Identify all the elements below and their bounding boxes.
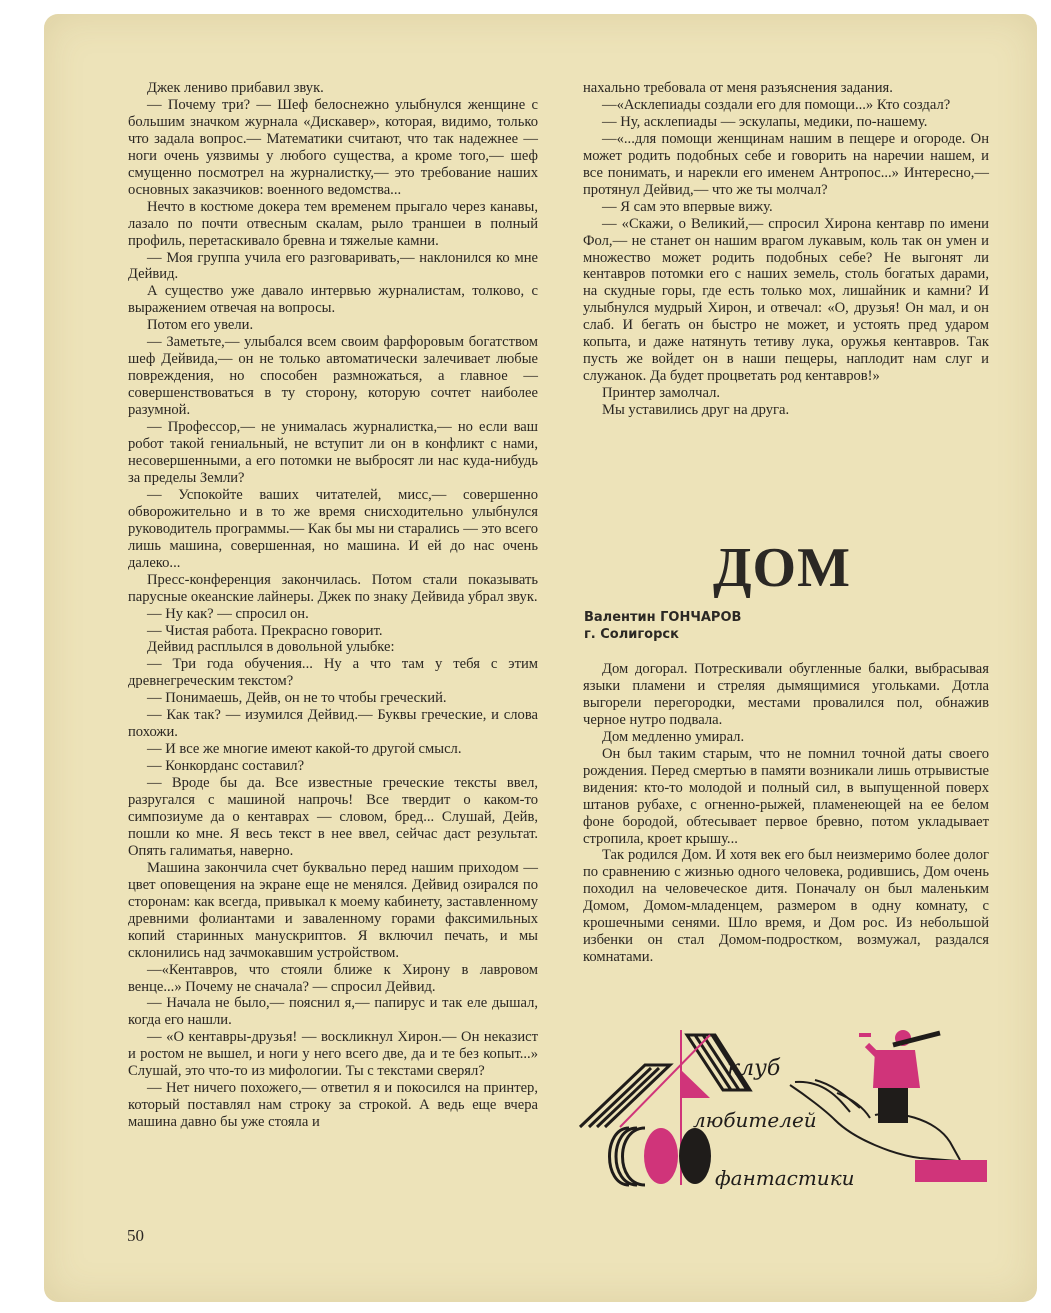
- paragraph: Так родился Дом. И хотя век его был неизмеримо более долог по сравнению с жизнью одного человека, родившись, Дом очень походил на человеческое дитя. Поначалу он был маленьким Домом, Домом-младенцем, размером в одну комнату, с крошечными сенями. Шло время, и Дом рос. Из небольшой избенки он стал Домом-подростком, возмужал, раздался комнатами.: [583, 847, 989, 966]
- paragraph: Потом его увели.: [147, 317, 254, 334]
- paragraph: — И все же многие имеют какой-то другой смысл.: [147, 741, 462, 758]
- byline: [584, 609, 741, 643]
- page-number: 50: [127, 1226, 144, 1245]
- paragraph: — Нет ничего похожего,— ответил я и покосился на принтер, который поставлял нам строку за строкой. А ведь еще вчера машина давно бы уже стояла и: [128, 1080, 538, 1131]
- paragraph: — Ну, асклепиады — эскулапы, медики, по-нашему.: [602, 113, 928, 130]
- paragraph: Принтер замолчал.: [602, 385, 720, 402]
- paragraph: — Конкорданс составил?: [147, 758, 305, 775]
- paragraph: Дейвид расплылся в довольной улыбке:: [147, 639, 395, 656]
- paragraph: Джек лениво прибавил звук.: [147, 80, 324, 96]
- man-figure-icon: [859, 1030, 940, 1123]
- paragraph: Мы уставились друг на друга.: [602, 402, 790, 419]
- story-body: [583, 661, 989, 966]
- paragraph: — Я сам это впервые вижу.: [602, 198, 773, 215]
- paragraph: нахально требовала от меня разъяснения задания.: [583, 80, 893, 96]
- paragraph: —«...для помощи женщинам нашим в пещере и огороде. Он может родить подобных себе и говорить на наречии нашем, и все понимать, и нарекли его именем Антропос...» Интересно,— протянул Дейвид,— что же ты молчал?: [583, 130, 989, 198]
- author-city: г. Солигорск: [584, 627, 679, 642]
- paragraph: Пресс-конференция закончилась. Потом стали показывать парусные океанские лайнеры. Джек по знаку Дейвида убрал звук.: [128, 571, 538, 605]
- paragraph: — Начала не было,— пояснил я,— папирус и так еле дышал, когда его нашли.: [128, 995, 538, 1029]
- paragraph: — Вроде бы да. Все известные греческие тексты ввел, разругался с машиной напрочь! Все твердит о каком-то симпозиуме да о кентаврах — словом, бред... Слушай, Дейв, пошли ко мне. Я весь текст в нее ввел, сейчас даст результат. Опять галиматья, наверно.: [128, 775, 538, 859]
- paragraph: А существо уже давало интервью журналистам, толково, с выражением отвечая на вопросы.: [128, 283, 538, 317]
- logo-word-fantasy: фантастики: [715, 1166, 855, 1190]
- paragraph: Он был таким старым, что не помнил точной даты своего рождения. Перед смертью в памяти возникали лишь отрывистые видения: кто-то молодой и полный сил, в выпущенной поверх штанов рубахе, с огненно-рыжей, пламенеющей на ее белом фоне бородой, обтесывает первое бревно, потом укладывает стропила, кроет крышу...: [583, 745, 989, 847]
- paragraph: — Три года обучения... Ну а что там у тебя с этим древнегреческим текстом?: [128, 656, 538, 690]
- paragraph: — Ну как? — спросил он.: [147, 605, 309, 622]
- paragraph: — Заметьте,— улыбался всем своим фарфоровым богатством шеф Дейвида,— он не только автоматически залечивает любые повреждения, но способен размножаться, а главное — совершенствоваться в ту сторону, которую сочтет наиболее разумной.: [128, 334, 538, 419]
- paragraph: — Как так? — изумился Дейвид.— Буквы греческие, и слова похожи.: [128, 707, 538, 741]
- right-column-continuation: [583, 80, 989, 419]
- paragraph: — Почему три? — Шеф белоснежно улыбнулся женщине с большим значком журнала «Дискавер», которая, видимо, только что задала вопрос.— Математики считают, что так надежнее — ноги очень уязвимы у любого существа, а кроме того,— шеф смущенно посмотрел на журналистку,— это требование наших основных заказчиков: военного ведомства...: [128, 96, 538, 198]
- paragraph: — «Скажи, о Великий,— спросил Хирона кентавр по имени Фол,— не станет он нашим врагом лукавым, коль так он умен и множество может родить подобных себе? Не выгонят ли кентавров потомки его с наших земель, столь богатых дарами, на скудные горы, где есть только мох, лишайник и камни? И улыбнулся мудрый Хирон, и отвечал: «О, друзья! Он мал, и он слаб. И бегать он быстро не может, и устоять пред ударом копыта, и даже натянуть тетиву лука, оружья кентавров. Так пусть же войдет он в наши пещеры, наплодит нам слуг и служанок. Да будет процветать род кентавров!»: [583, 215, 989, 385]
- left-column: [128, 80, 538, 1131]
- paragraph: —«Кентавров, что стояли ближе к Хирону в лавровом венце...» Почему не сначала? — спросил Дейвид.: [128, 961, 538, 995]
- paragraph: — Профессор,— не унималась журналистка,— но если ваш робот такой гениальный, не вступит ли он в конфликт с нами, несовершенными, а его потомки не выбросят ли нас куда-нибудь за пределы Земли?: [128, 419, 538, 486]
- pink-triangle-icon: [681, 1070, 710, 1098]
- paragraph: —«Асклепиады создали его для помощи...» Кто создал?: [602, 96, 951, 113]
- paragraph: — Чистая работа. Прекрасно говорит.: [147, 622, 383, 639]
- sleeve-cuff-icon: [915, 1160, 987, 1182]
- logo-word-lovers: любителей: [693, 1108, 817, 1132]
- club-logo-illustration: [575, 1010, 995, 1230]
- paragraph: Нечто в костюме докера тем временем прыгало через канавы, лазало по почти отвесным скалам, рыло траншеи в полный профиль, перетаскивало бревна и тяжелые камни.: [128, 198, 538, 249]
- paragraph: Дом медленно умирал.: [602, 728, 745, 745]
- paragraph: Машина закончила счет буквально перед нашим приходом — цвет оповещения на экране еще не менялся. Дейвид озирался по сторонам: как всегда, привыкал к моему кабинету, заставленному древними фолиантами и заваленному горами факсимильных копий старинных манускриптов. Я включил печать, и мы склонились над зачмокавшим устройством.: [128, 859, 538, 961]
- logo-word-club: клуб: [727, 1056, 781, 1081]
- paragraph: Дом догорал. Потрескивали обугленные балки, выбрасывая языки пламени и стреляя дымящимися угольками. Дотла выгорели перегородки, местами провалился пол, обнажив черное нутро подвала.: [583, 661, 989, 728]
- author-name: Валентин ГОНЧАРОВ: [584, 610, 742, 625]
- paragraph: — «О кентавры-друзья! — воскликнул Хирон.— Он неказист и ростом не вышел, и ноги у него всего две, да и те без копыт...» Слушай, это что-то из мифологии. Ты с текстами сверял?: [128, 1029, 538, 1080]
- paragraph: — Успокойте ваших читателей, мисс,— совершенно обворожительно и в то же время снисходительно улыбнулся руководитель программы.— Как бы мы ни старались — это всего лишь машина, совершенная, но машина. И ей до нас очень далеко...: [128, 486, 538, 571]
- letter-o-rings-icon: [610, 1128, 646, 1185]
- paragraph: — Моя группа учила его разговаривать,— наклонился ко мне Дейвид.: [128, 249, 538, 283]
- story-title: ДОМ: [713, 537, 851, 599]
- paragraph: — Понимаешь, Дейв, он не то чтобы греческий.: [147, 690, 447, 707]
